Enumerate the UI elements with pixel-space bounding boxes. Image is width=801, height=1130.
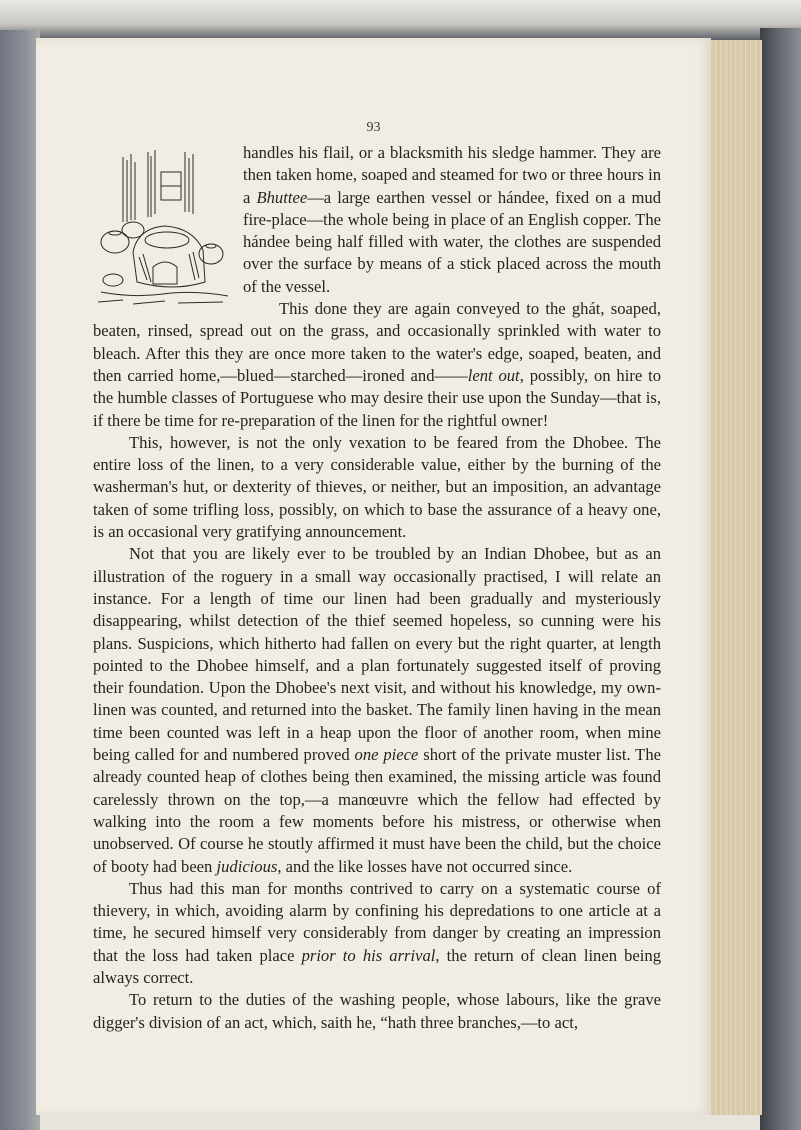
text-run: short of the private muster list. The already counted heap of clothes being then examined, the missing article was found carelessly thrown on the top,—a manœuvre which the fellow had effected by walking into the room a few moments before his mistress, or otherwise when unobserved. Of course he stoutly affirmed it must have been the child, but the choice of booty had been [93, 745, 661, 876]
italic-text: one piece [354, 745, 419, 765]
paragraph [93, 989, 661, 1034]
text-run: handles his flail, or a blacksmith his sledge hammer. They are then taken home, soaped and steamed for two or three hours in a [243, 143, 661, 207]
text-run: —a large earthen vessel or hándee, fixed on a mud fire-place—the whole being in place of an English copper. The hándee being half filled with water, the clothes are suspended over the surface by means of a stick placed across the mouth of the vessel. [243, 187, 661, 296]
book-binding-left [0, 30, 40, 1130]
paragraph [93, 878, 661, 989]
hearth-engraving [93, 142, 233, 312]
body-text [93, 142, 661, 1034]
page-edges [707, 40, 762, 1115]
italic-text: prior to his arrival [301, 945, 436, 965]
text-run: This done they are again conveyed to the ghát, soaped, beaten, rinsed, spread out on the grass, and occasionally sprinkled with water to bleach. After this they are once more taken to the water's edge, soaped, beaten, and then carried home,—blued—starched—ironed and—— [93, 299, 661, 385]
paragraph [93, 298, 661, 432]
text-run: , and the like losses have not occurred since. [277, 856, 573, 876]
page-number: 93 [366, 120, 381, 135]
fireplace-illustration [93, 142, 233, 312]
italic-text: lent out [467, 365, 520, 385]
text-run: , possibly, on hire to the humble classes of Portuguese who may desire their use upon the Sunday—that is, if there be time for re-preparation of the linen for the rightful owner! [93, 365, 661, 430]
book-page [36, 38, 711, 1115]
text-run: , the return of clean linen being always correct. [93, 945, 661, 987]
paragraph [93, 432, 661, 543]
italic-text: Bhuttee [256, 187, 308, 207]
text-run: Thus had this man for months contrived to carry on a systematic course of thievery, in which, avoiding alarm by confining his depredations to one article at a time, he secured himself very considerably from danger by creating an impression that the loss had taken place [93, 878, 661, 965]
text-run: This, however, is not the only vexation to be feared from the Dhobee. The entire loss of the linen, to a very considerable value, either by the burning of the washerman's hut, or dexterity of thieves, or neither, but an imposition, an advantage taken of some trifling loss, possibly, on which to base the assurance of a heavy one, is an occasional very gratifying announcement. [93, 432, 661, 542]
book-binding-right [760, 28, 801, 1130]
paragraph [93, 543, 661, 877]
text-run: To return to the duties of the washing people, whose labours, like the grave digger's division of an act, which, saith he, “hath three branches,—to act, [93, 990, 661, 1032]
text-run: Not that you are likely ever to be troubled by an Indian Dhobee, but as an illustration of the roguery in a small way occasionally practised, I will relate an instance. For a length of time our linen had been gradually and mysteriously disappearing, whilst detection of the thief seemed hopeless, so cunning were his plans. Suspicions, which hitherto had fallen on every but the right quarter, at length pointed to the Dhobee himself, and a plan fortunately suggested itself of proving their foundation. Upon the Dhobee's next visit, and without his knowledge, my own-linen was counted, and returned into the basket. The family linen having in the mean time been counted was left in a heap upon the floor of another room, when mine being called for and numbered proved [93, 544, 661, 765]
book-binding-top [0, 0, 801, 40]
italic-text: judicious [216, 856, 278, 876]
